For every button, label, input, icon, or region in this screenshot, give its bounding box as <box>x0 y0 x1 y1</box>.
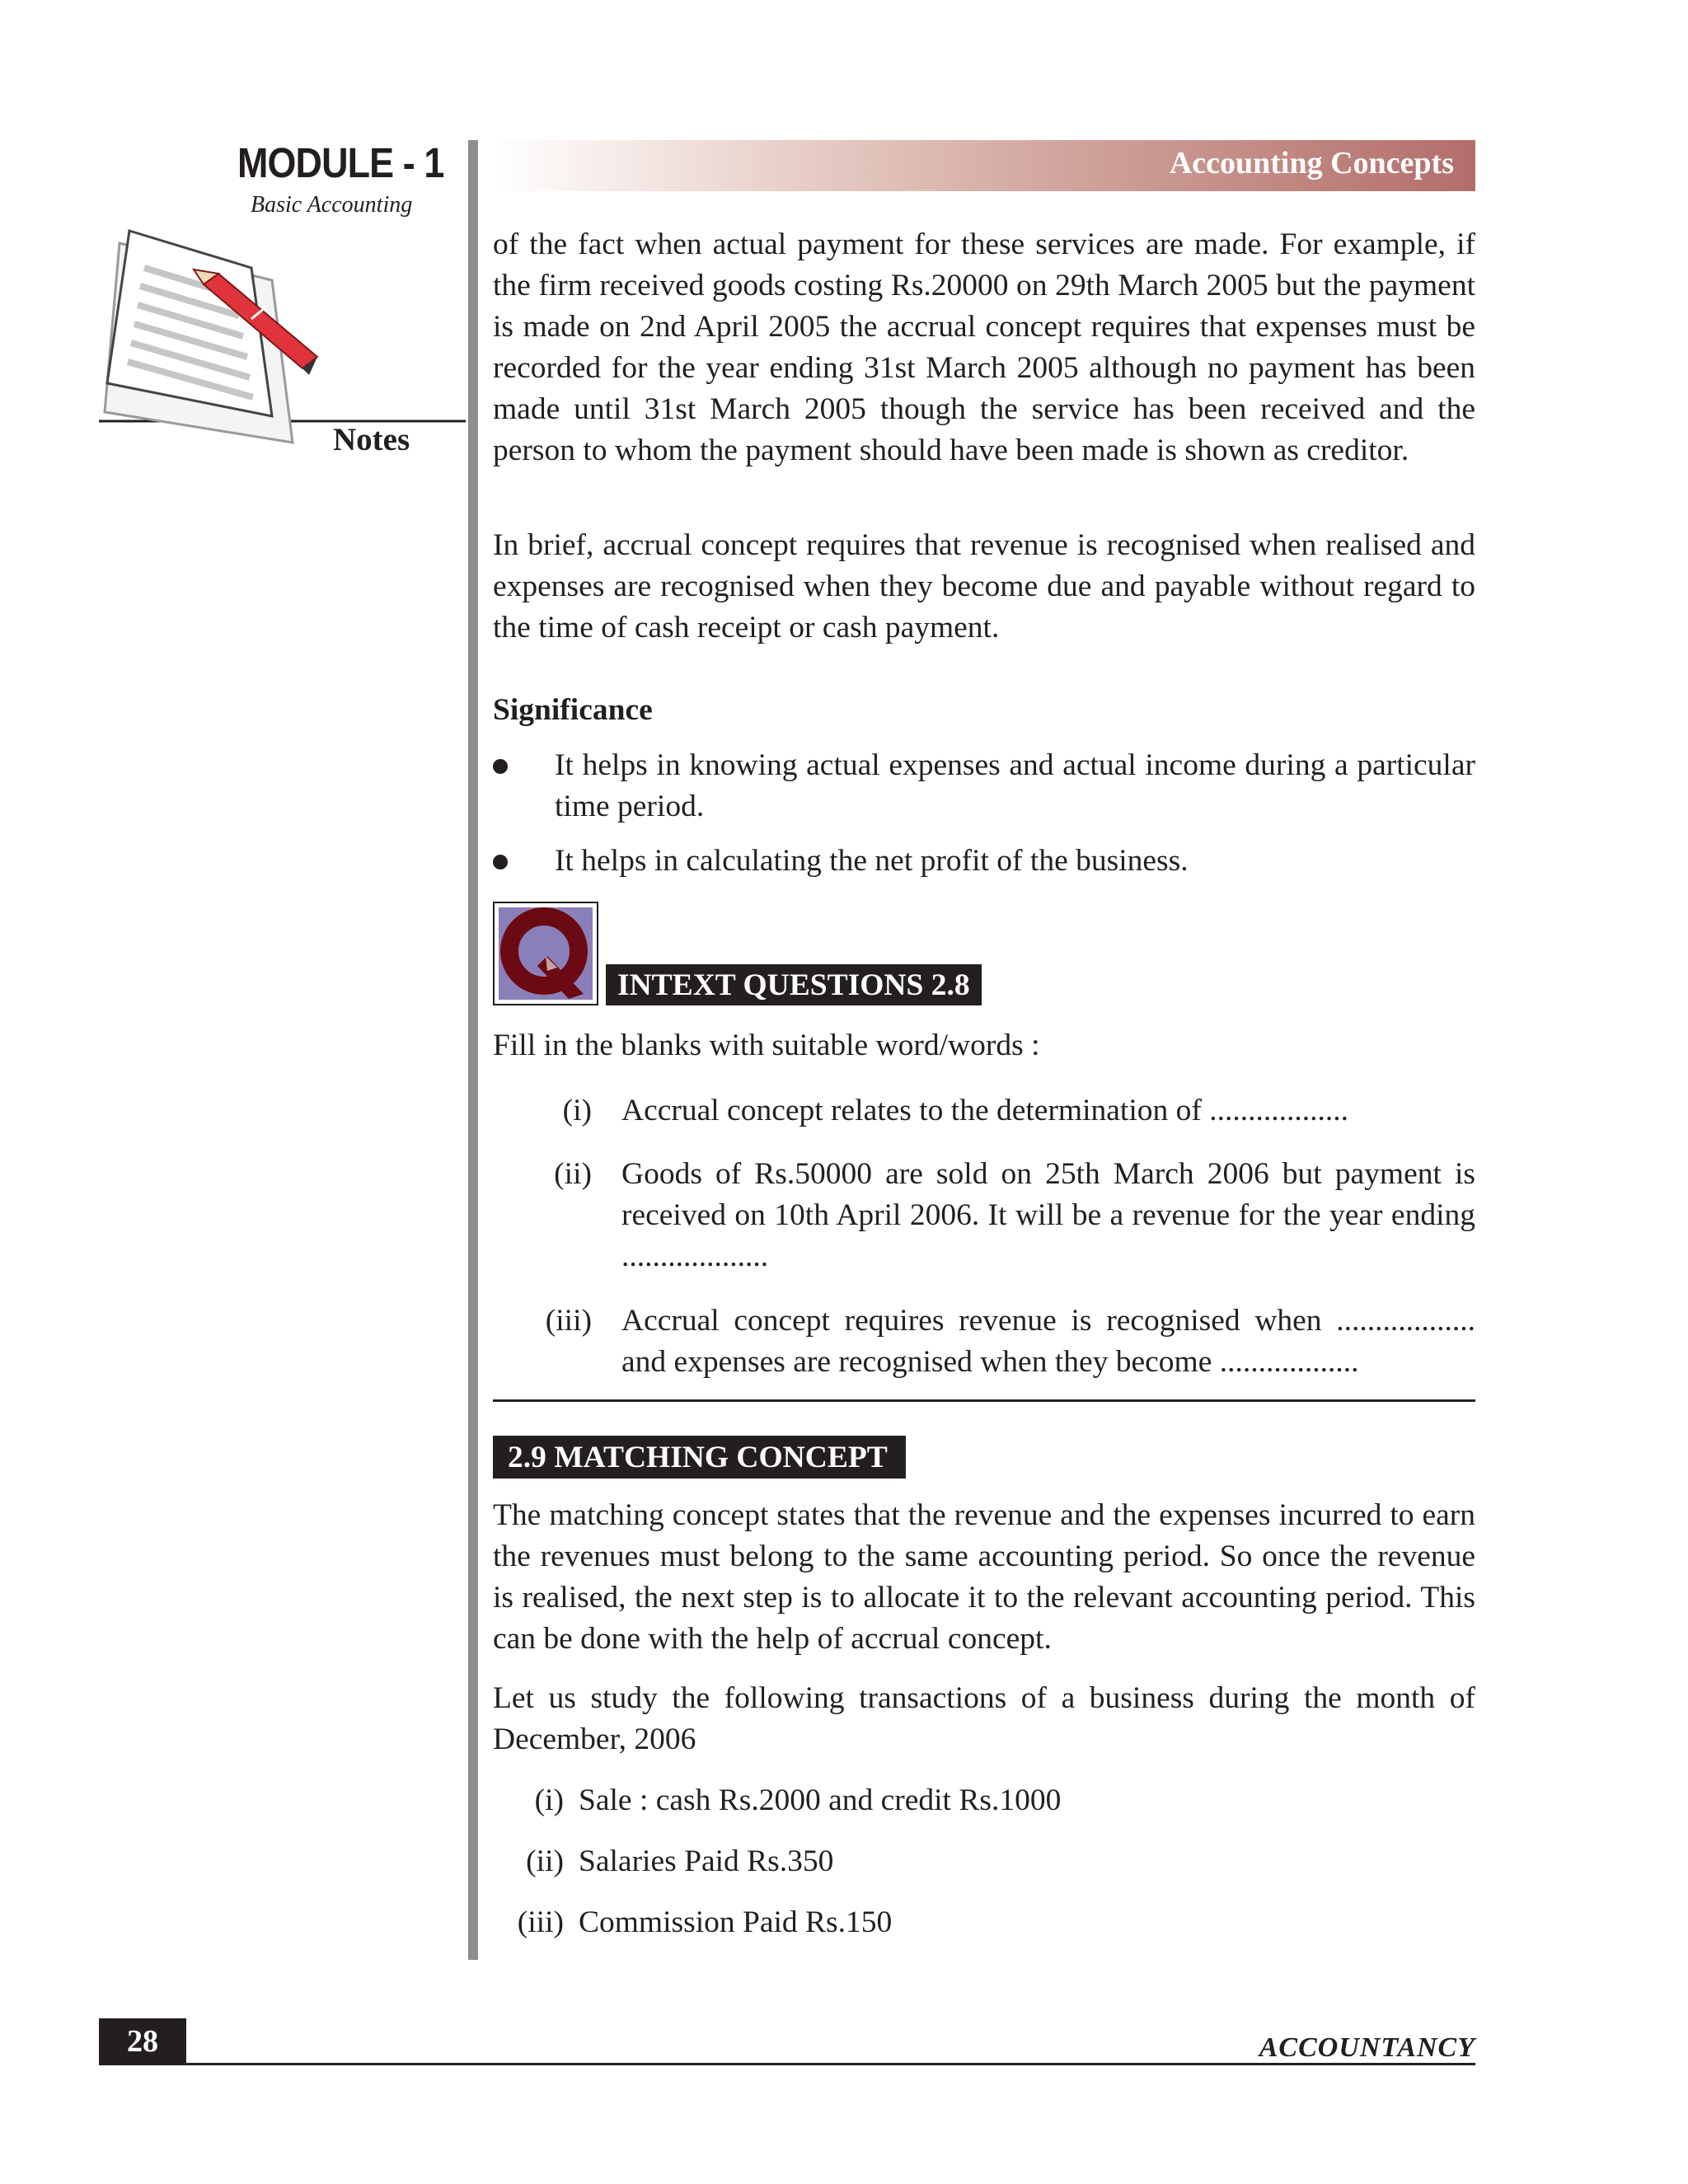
transaction-number: (i) <box>534 1783 564 1817</box>
question-number: (i) <box>562 1094 592 1127</box>
paragraph: The matching concept states that the revenue and the expenses incurred to earn the revenues must belong to the same accounting period. So once the revenue is realised, the next step is to allocate it to the relevant accounting period. This can be done with the help of accrual concept. <box>493 1498 1475 1656</box>
transaction-number: (ii) <box>526 1844 564 1878</box>
accrual-paragraph-2 <box>493 525 1475 649</box>
question-number: (ii) <box>554 1157 592 1191</box>
module-title: MODULE - 1 <box>237 139 444 186</box>
paragraph: In brief, accrual concept requires that revenue is recognised when realised and expenses are recognised when they become due and payable without regard to the time of cash receipt or cash payment. <box>493 528 1475 644</box>
question-icon <box>493 902 598 1005</box>
bullet-icon <box>493 759 508 774</box>
transaction-number: (iii) <box>517 1905 564 1939</box>
paragraph: of the fact when actual payment for these services are made. For example, if the firm received goods costing Rs.20000 on 29th March 2005 but the payment is made on 2nd April 2005 the accrual concept requires that expenses must be recorded for the year ending 31st March 2005 although no payment has been made until 31st March 2005 though the service has been received and the person to whom the payment should have been made is shown as creditor. <box>493 227 1475 467</box>
matching-paragraph-1 <box>493 1495 1475 1660</box>
question-item <box>493 1301 1475 1383</box>
transaction-text: Salaries Paid Rs.350 <box>579 1844 834 1878</box>
bullet-icon <box>493 855 508 869</box>
transaction-list <box>493 1780 1475 1943</box>
accrual-paragraph-1 <box>493 224 1475 471</box>
matching-paragraph-2 <box>493 1678 1475 1760</box>
page-number: 28 <box>99 2018 186 2064</box>
list-item <box>493 745 1475 827</box>
module-subtitle: Basic Accounting <box>251 192 413 218</box>
intext-instruction: Fill in the blanks with suitable word/words : <box>493 1029 1040 1062</box>
question-number: (iii) <box>545 1304 592 1338</box>
list-item <box>493 841 1475 882</box>
chapter-title: Accounting Concepts <box>1169 146 1454 180</box>
transaction-text: Sale : cash Rs.2000 and credit Rs.1000 <box>579 1783 1062 1817</box>
chapter-banner <box>493 140 1475 191</box>
question-text: Accrual concept requires revenue is recognised when .................. and expenses are recognised when they become .................. <box>621 1304 1475 1379</box>
list-item <box>493 1902 1475 1943</box>
transaction-text: Commission Paid Rs.150 <box>579 1905 893 1939</box>
list-item-text: It helps in knowing actual expenses and actual income during a particular time period. <box>555 748 1475 823</box>
question-item <box>493 1090 1475 1132</box>
list-item <box>493 1841 1475 1882</box>
footer-subject: ACCOUNTANCY <box>1259 2032 1475 2063</box>
notes-icon <box>95 227 470 453</box>
question-text: Accrual concept relates to the determination of .................. <box>621 1094 1348 1127</box>
question-text: Goods of Rs.50000 are sold on 25th March 2006 but payment is received on 10th April 2006. It will be a revenue for the year ending ................... <box>621 1157 1475 1273</box>
significance-heading: Significance <box>493 693 653 727</box>
notes-label: Notes <box>333 422 410 457</box>
list-item-text: It helps in calculating the net profit of the business. <box>555 844 1189 878</box>
significance-list <box>493 745 1475 882</box>
list-item <box>493 1780 1475 1821</box>
section-heading: 2.9 MATCHING CONCEPT <box>493 1436 906 1479</box>
section-divider <box>493 1399 1475 1402</box>
intext-questions-title: INTEXT QUESTIONS 2.8 <box>606 964 982 1005</box>
paragraph: Let us study the following transactions of a business during the month of December, 2006 <box>493 1681 1475 1756</box>
margin-divider <box>468 140 478 1960</box>
question-item <box>493 1154 1475 1277</box>
